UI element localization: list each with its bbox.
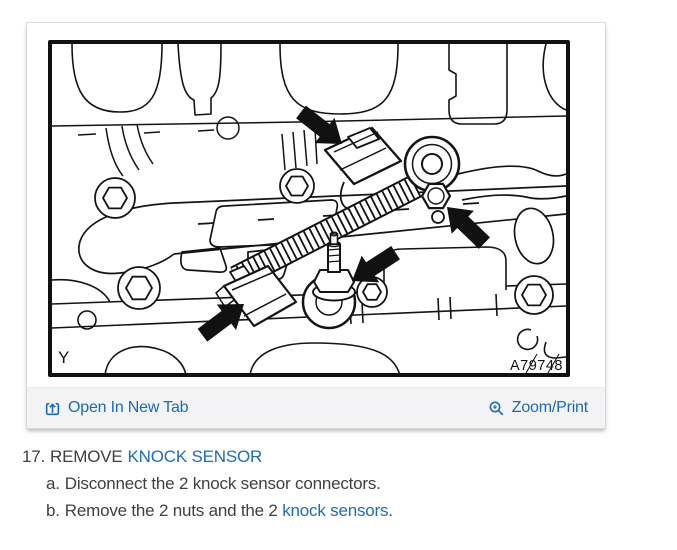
magnifier-plus-icon (488, 400, 505, 417)
substep-b-period: . (388, 501, 393, 520)
step-action: REMOVE (50, 447, 123, 466)
step-number: 17. (22, 447, 46, 466)
substep-b-text: Remove the 2 nuts and the 2 (64, 501, 283, 520)
substep-a-text: Disconnect the 2 knock sensor connectors. (64, 474, 381, 493)
zoom-print-label: Zoom/Print (511, 399, 588, 416)
open-in-new-tab-icon (44, 400, 61, 417)
figure-body (27, 23, 605, 387)
knock-sensors-link[interactable]: knock sensors (282, 501, 389, 520)
open-in-new-tab-label: Open In New Tab (68, 399, 189, 416)
substep-b (46, 497, 393, 524)
substep-a-label: a. (46, 474, 60, 493)
instructions (22, 444, 393, 524)
diagram-figure-code: A79748 (510, 358, 563, 374)
substep-b-label: b. (46, 501, 60, 520)
diagram-corner-label: Y (58, 348, 70, 367)
substeps (46, 470, 393, 524)
knock-sensor-link[interactable]: KNOCK SENSOR (127, 447, 263, 466)
figure-card (26, 22, 606, 429)
step-17-line (22, 444, 393, 470)
knock-sensor-diagram (48, 40, 570, 377)
open-in-new-tab-link[interactable] (44, 399, 188, 417)
zoom-print-link[interactable] (488, 399, 588, 417)
substep-a (46, 470, 393, 497)
figure-toolbar (27, 387, 605, 428)
